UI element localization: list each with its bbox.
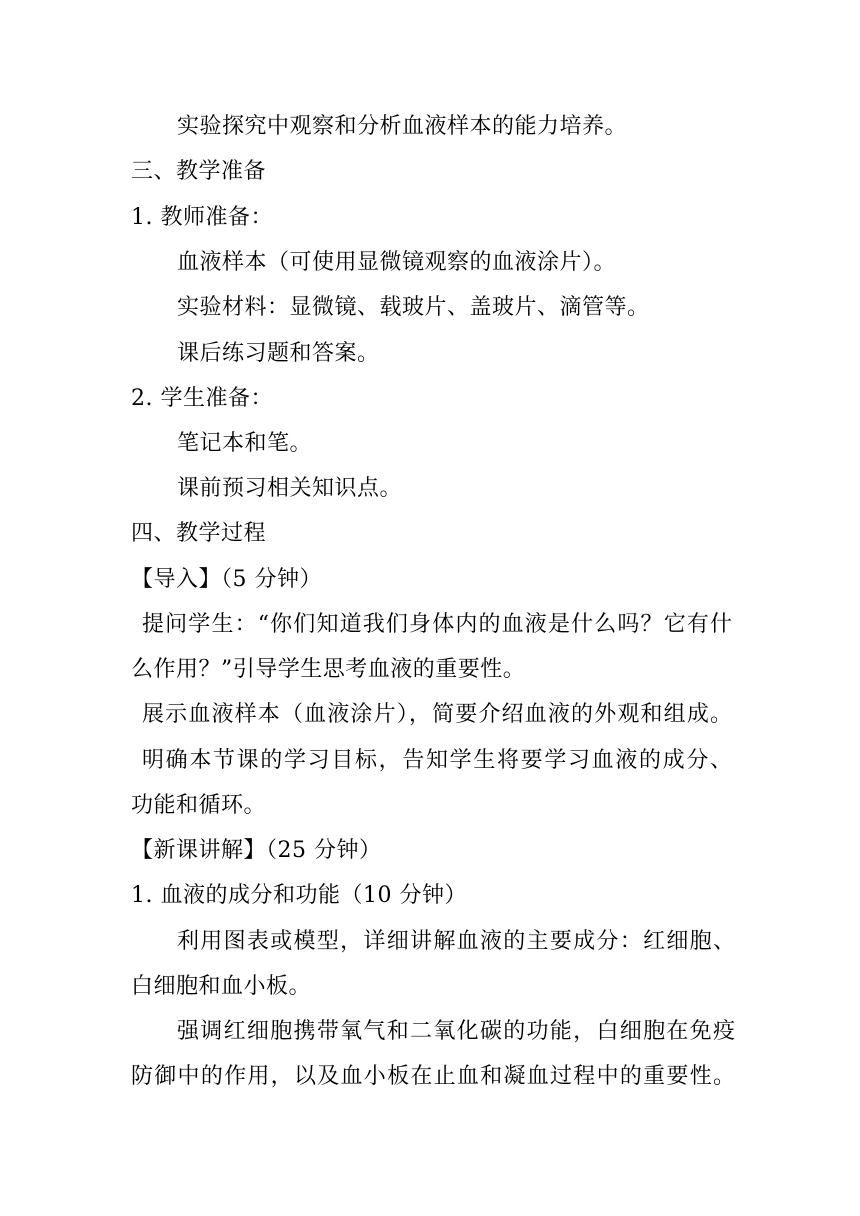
paragraph-line: 展示血液样本（血液涂片），简要介绍血液的外观和组成。 bbox=[142, 702, 732, 727]
paragraph-line: 利用图表或模型，详细讲解血液的主要成分：红细胞、 bbox=[177, 929, 735, 954]
paragraph-line: 么作用？”引导学生思考血液的重要性。 bbox=[131, 657, 526, 682]
subsection-heading: 1. 教师准备： bbox=[131, 205, 273, 230]
subsection-heading: 2. 学生准备： bbox=[131, 386, 273, 411]
paragraph-line: 功能和循环。 bbox=[131, 793, 267, 818]
paragraph-line: 防御中的作用，以及血小板在止血和凝血过程中的重要性。 bbox=[131, 1064, 735, 1089]
paragraph-line: 实验材料：显微镜、载玻片、盖玻片、滴管等。 bbox=[177, 295, 650, 320]
subsection-heading: 【导入】（5 分钟） bbox=[131, 567, 322, 592]
section-heading: 四、教学过程 bbox=[131, 521, 267, 546]
paragraph-line: 明确本节课的学习目标，告知学生将要学习血液的成分、 bbox=[142, 748, 732, 773]
paragraph-line: 提问学生：“你们知道我们身体内的血液是什么吗？它有什 bbox=[142, 612, 732, 637]
paragraph-line: 白细胞和血小板。 bbox=[131, 974, 312, 999]
subsection-heading: 【新课讲解】（25 分钟） bbox=[131, 838, 382, 863]
section-heading: 三、教学准备 bbox=[131, 159, 267, 184]
paragraph-line: 课后练习题和答案。 bbox=[177, 341, 380, 366]
paragraph-line: 血液样本（可使用显微镜观察的血液涂片）。 bbox=[177, 250, 617, 275]
paragraph-line: 实验探究中观察和分析血液样本的能力培养。 bbox=[177, 114, 628, 139]
paragraph-line: 笔记本和笔。 bbox=[177, 431, 313, 456]
paragraph-line: 课前预习相关知识点。 bbox=[177, 476, 403, 501]
subsection-heading: 1. 血液的成分和功能（10 分钟） bbox=[131, 883, 467, 908]
paragraph-line: 强调红细胞携带氧气和二氧化碳的功能，白细胞在免疫 bbox=[177, 1019, 735, 1044]
